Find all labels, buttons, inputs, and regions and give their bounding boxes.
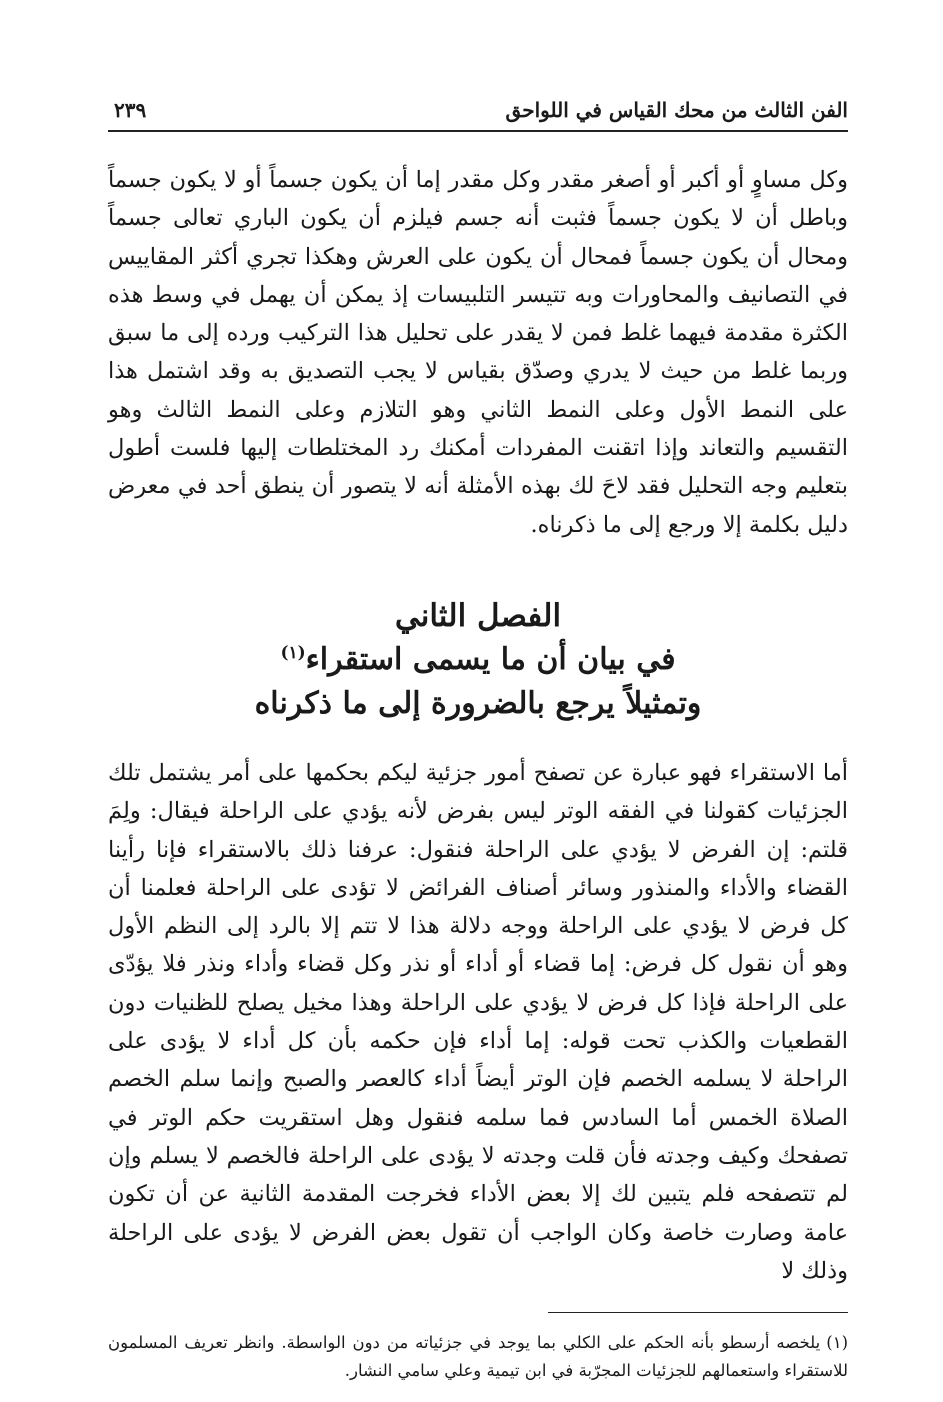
running-header [108, 90, 848, 132]
chapter-heading [108, 594, 848, 726]
paragraph-bottom: أما الاستقراء فهو عبارة عن تصفح أمور جزئية ليكم بحكمها على أمر يشتمل تلك الجزئيات كقولنا في الفقه الوتر ليس بفرض لأنه يؤدي على الراحلة فيقال: ولِمَ قلتم: إن الفرض لا يؤدي على الراحلة فنقول: عرفنا ذلك بالاستقراء فإنا رأينا القضاء والأداء والمنذور وسائر أصناف الفرائض لا تؤدى على الراحلة فعلمنا أن كل فرض لا يؤدي على الراحلة ووجه دلالة هذا لا تتم إلا بالرد إلى النظم الأول وهو أن نقول كل فرض: إما قضاء أو أداء أو نذر وكل قضاء وأداء ونذر فلا يؤدّى على الراحلة فإذا كل فرض لا يؤدي على الراحلة وهذا مخيل يصلح للظنيات دون القطعيات والكذب تحت قوله: إما أداء فإن حكمه بأن كل أداء لا يؤدى على الراحلة لا يسلمه الخصم فإن الوتر أيضاً أداء كالعصر والصبح وإنما سلم الخصم الصلاة الخمس أما السادس فما سلمه فنقول وهل استقريت حكم الوتر في تصفحك وكيف وجدته فأن قلت وجدته لا يؤدى على الراحلة فالخصم لا يسلم وإن لم تتصفحه فلم يتبين لك إلا بعض الأداء فخرجت المقدمة الثانية عن أن تكون عامة وصارت خاصة وكان الواجب أن تقول بعض الفرض لا يؤدى على الراحلة وذلك لا [108, 759, 848, 1284]
chapter-subtitle-line-1 [108, 638, 848, 682]
footnote [108, 1329, 848, 1385]
footnote-text: يلخصه أرسطو بأنه الحكم على الكلي بما يوجد في جزئياته من دون الواسطة. وانظر تعريف المسلمون للاستقراء واستعمالهم للجزئيات المجرّبة في ابن تيمية وعلي سامي النشار. [108, 1333, 848, 1381]
footnote-mark: (١) [826, 1333, 848, 1353]
chapter-title: الفصل الثاني [394, 597, 562, 634]
paragraph-top: وكل مساوٍ أو أكبر أو أصغر مقدر وكل مقدر إما أن يكون جسماً أو لا يكون جسماً وباطل أن لا يكون جسماً فثبت أنه جسم فيلزم أن يكون الباري تعالى جسماً ومحال أن يكون جسماً فمحال أن يكون على العرش وهكذا تجري أكثر المقاييس في التصانيف والمحاورات وبه تتيسر التلبيسات إذ يمكن أن يهمل في وسط هذه الكثرة مقدمة فيهما غلط فمن لا يقدر على تحليل هذا التركيب ورده إلى ما سبق وربما غلط من حيث لا يدري وصدّق بقياس لا يجب التصديق به وقد اشتمل هذا على النمط الأول وعلى النمط الثاني وهو التلازم وعلى النمط الثالث وهو التقسيم والتعاند وإذا اتقنت المفردات أمكنك رد المختلطات إليها فلست أطول بتعليم وجه التحليل فقد لاحَ لك بهذه الأمثلة أنه لا يتصور أن ينطق أحد في معرض دليل بكلمة إلا ورجع إلى ما ذكرناه. [108, 167, 848, 538]
footnote-divider [548, 1312, 848, 1313]
chapter-subtitle-text: في بيان أن ما يسمى استقراء [305, 641, 676, 677]
page-number: ٢٣٩ [114, 98, 147, 122]
chapter-subtitle-line-2: وتمثيلاً يرجع بالضرورة إلى ما ذكرناه [254, 685, 702, 721]
running-title: الفن الثالث من محك القياس في اللواحق [505, 98, 848, 122]
footnote-reference[interactable]: (١) [280, 642, 306, 663]
book-page [108, 90, 848, 1402]
